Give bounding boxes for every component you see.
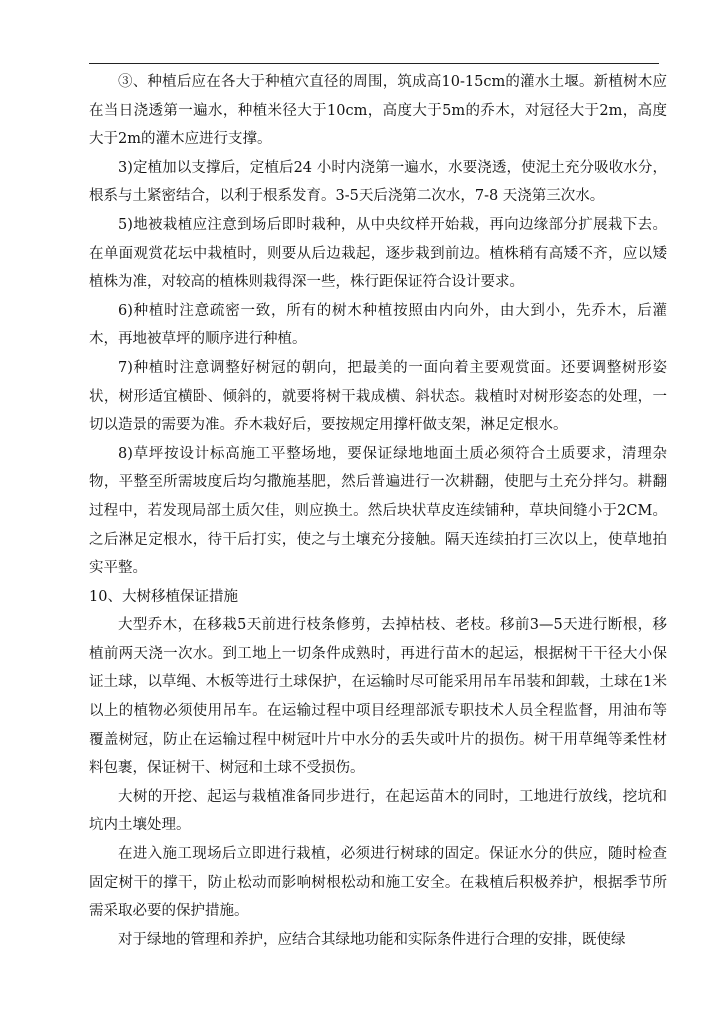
paragraph-crown-orientation: 7)种植时注意调整好树冠的朝向，把最美的一面向着主要观赏面。还要调整树形姿状，树形适宜横卧、倾斜的，就要将树干栽成横、斜状态。栽植时对树形姿态的处理，一切以造景的需要为准。乔木栽好后，要按规定用撑杆做支架，淋足定根水。 — [89, 359, 667, 434]
paragraph-watering-after-support: 3)定植加以支撑后，定植后24 小时内浇第一遍水，水要浇透，使泥土充分吸收水分，根系与土紧密结合，以利于根系发育。3-5天后浇第二次水，7-8 天浇第三次水。 — [89, 159, 667, 205]
section-heading-large-tree-transplant: 10、大树移植保证措施 — [89, 588, 238, 605]
document-body — [89, 68, 667, 954]
paragraph-planting-order: 6)种植时注意疏密一致，所有的树木种植按照由内向外，由大到小，先乔木，后灌木，再地被草坪的顺序进行种植。 — [89, 302, 667, 348]
paragraph-planting-weir: ③、种植后应在各大于种植穴直径的周围，筑成高10-15cm的灌水土堰。新植树木应在当日浇透第一遍水，种植米径大于10cm，高度大于5m的乔木，对冠径大于2m，高度大于2m的灌木应进行支撑。 — [89, 74, 667, 148]
paragraph-lawn-preparation: 8)草坪按设计标高施工平整场地，要保证绿地地面土质必须符合土质要求，清理杂物，平整至所需坡度后均匀撒施基肥，然后普遍进行一次耕翻，使肥与土充分拌匀。耕翻过程中，若发现局部土质欠佳，则应换土。然后块状草皮连续铺种，草块间缝小于2CM。之后淋足定根水，待干后打实，使之与土壤充分接触。隔天连续拍打三次以上，使草地拍实平整。 — [89, 445, 667, 577]
paragraph-excavation-sync: 大树的开挖、起运与栽植准备同步进行，在起运苗木的同时，工地进行放线，挖坑和坑内土壤处理。 — [89, 788, 667, 834]
header-rule — [89, 63, 659, 64]
paragraph-ground-cover-planting: 5)地被栽植应注意到场后即时栽种，从中央纹样开始栽，再向边缘部分扩展栽下去。在单面观赏花坛中栽植时，则要从后边栽起，逐步栽到前边。植株稍有高矮不齐，应以矮植株为准，对较高的植株则栽得深一些，株行距保证符合设计要求。 — [89, 216, 667, 291]
paragraph-green-management: 对于绿地的管理和养护，应结合其绿地功能和实际条件进行合理的安排，既使绿 — [118, 931, 626, 948]
paragraph-planting-fixation: 在进入施工现场后立即进行栽植，必须进行树球的固定。保证水分的供应，随时检查固定树干的撑干，防止松动而影响树根松动和施工安全。在栽植后积极养护，根据季节所需采取必要的保护措施。 — [89, 846, 667, 920]
paragraph-large-tree-preparation: 大型乔木，在移栽5天前进行枝条修剪，去掉枯枝、老枝。移前3—5天进行断根，移植前两天浇一次水。到工地上一切条件成熟时，再进行苗木的起运，根据树干干径大小保证土球，以草绳、木板等进行土球保护，在运输时尽可能采用吊车吊装和卸载，土球在1米以上的植物必须使用吊车。在运输过程中项目经理部派专职技术人员全程监督，用油布等覆盖树冠，防止在运输过程中树冠叶片中水分的丢失或叶片的损伤。树干用草绳等柔性材料包裹，保证树干、树冠和土球不受损伤。 — [89, 617, 667, 777]
